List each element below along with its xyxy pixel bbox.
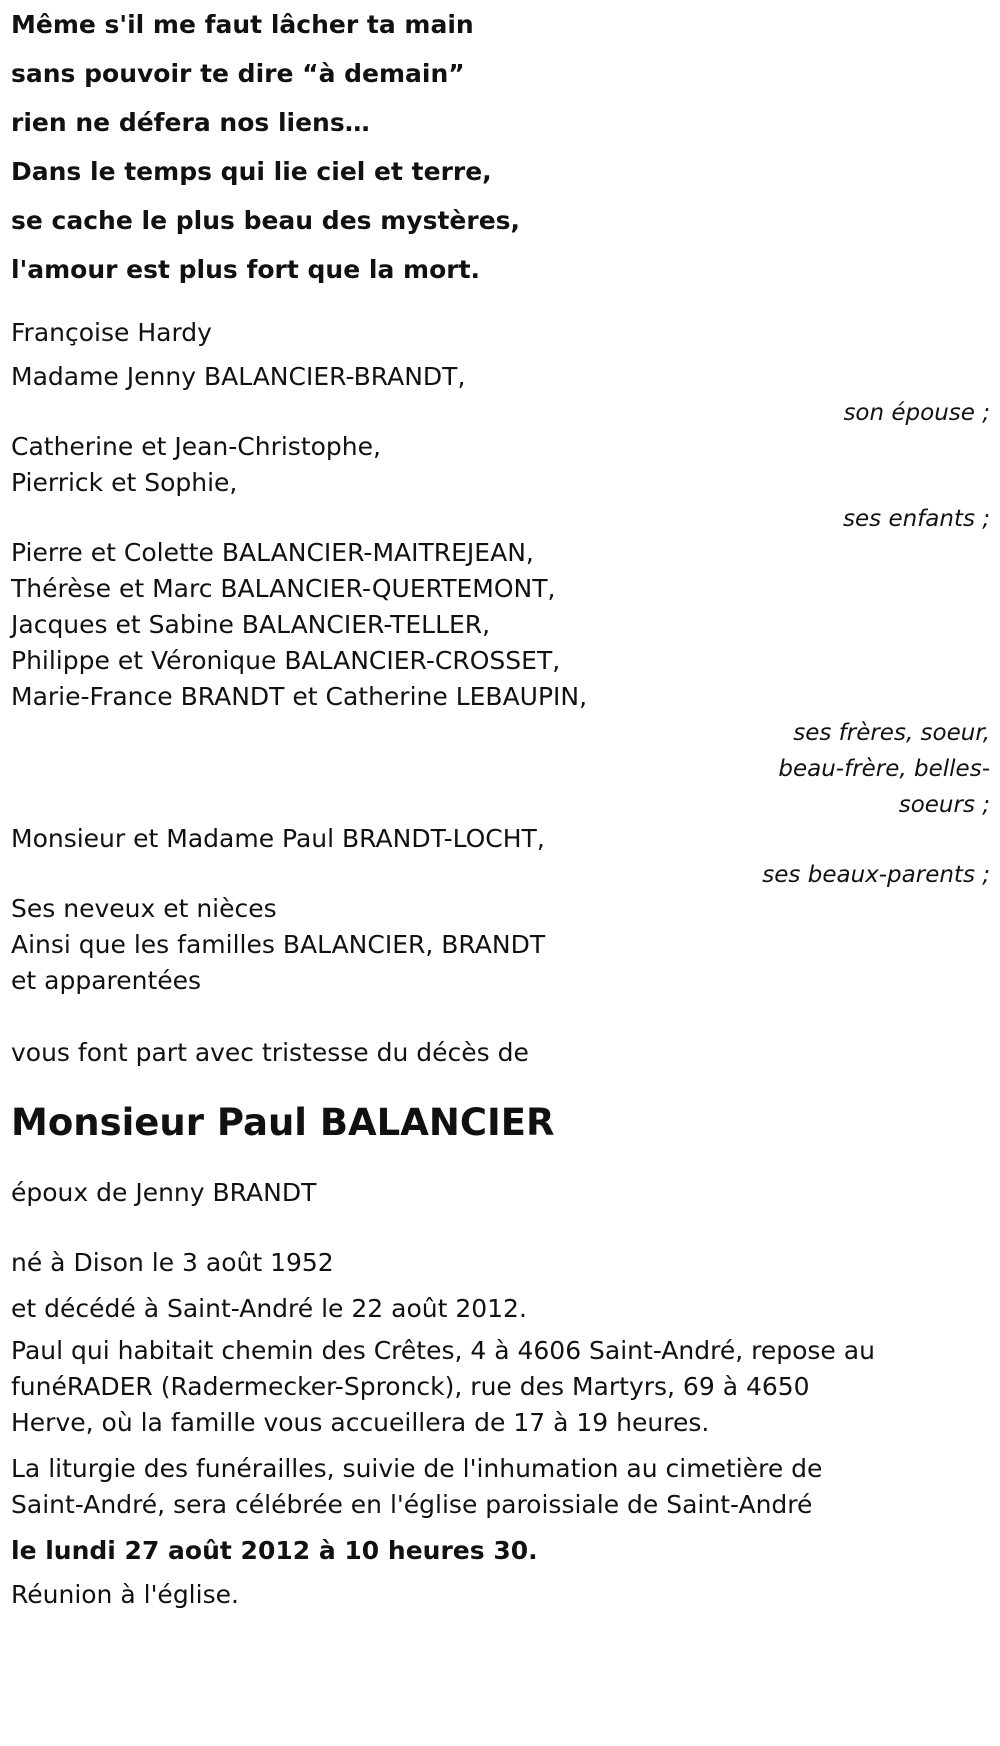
rest-paragraph: Paul qui habitait chemin des Crêtes, 4 à 4606 Saint-André, repose au funéRADER (Radermecker-Spronck), rue des Martyrs, 69 à 4650 Herve, où la famille vous accueillera de 17 à 19 heures. bbox=[11, 1336, 875, 1437]
family-name: et apparentées bbox=[11, 966, 202, 995]
family-relation: ses beaux-parents ; bbox=[762, 862, 990, 888]
family-name: Marie-France BRANDT et Catherine LEBAUPIN, bbox=[11, 682, 588, 711]
poem bbox=[11, 0, 986, 294]
family-group-others bbox=[11, 891, 986, 999]
poem-line: l'amour est plus fort que la mort. bbox=[11, 255, 481, 284]
liturgy-paragraph: La liturgie des funérailles, suivie de l'inhumation au cimetière de Saint-André, sera célébrée en l'église paroissiale de Saint-André bbox=[11, 1454, 823, 1519]
ceremony-date: le lundi 27 août 2012 à 10 heures 30. bbox=[11, 1536, 538, 1565]
poem-author: Françoise Hardy bbox=[11, 318, 212, 347]
family-name: Pierrick et Sophie, bbox=[11, 468, 238, 497]
announcement-text: vous font part avec tristesse du décès de bbox=[11, 1038, 529, 1067]
family-relation: beau-frère, belles- bbox=[778, 756, 990, 782]
family-relation: son épouse ; bbox=[843, 400, 990, 426]
poem-line: rien ne défera nos liens… bbox=[11, 108, 370, 137]
deceased-name: Monsieur Paul BALANCIER bbox=[11, 1101, 555, 1144]
poem-line: sans pouvoir te dire “à demain” bbox=[11, 59, 465, 88]
obituary-document bbox=[11, 0, 990, 1613]
spouse-line: époux de Jenny BRANDT bbox=[11, 1178, 317, 1207]
poem-line: Même s'il me faut lâcher ta main bbox=[11, 10, 474, 39]
family-relation: ses enfants ; bbox=[843, 506, 990, 532]
family-name: Ainsi que les familles BALANCIER, BRANDT bbox=[11, 930, 546, 959]
birth-line: né à Dison le 3 août 1952 bbox=[11, 1248, 334, 1277]
meeting-line: Réunion à l'église. bbox=[11, 1580, 239, 1609]
family-group-children bbox=[11, 429, 990, 537]
poem-line: Dans le temps qui lie ciel et terre, bbox=[11, 157, 492, 186]
family-group-parents-in-law bbox=[11, 821, 990, 893]
death-line: et décédé à Saint-André le 22 août 2012. bbox=[11, 1294, 527, 1323]
family-name: Ses neveux et nièces bbox=[11, 894, 277, 923]
family-name: Monsieur et Madame Paul BRANDT-LOCHT, bbox=[11, 824, 545, 853]
family-name: Philippe et Véronique BALANCIER-CROSSET, bbox=[11, 646, 561, 675]
family-relation: soeurs ; bbox=[898, 792, 990, 818]
family-name: Madame Jenny BALANCIER-BRANDT, bbox=[11, 362, 466, 391]
family-relation: ses frères, soeur, bbox=[793, 720, 990, 746]
family-group-spouse bbox=[11, 359, 990, 431]
family-name: Jacques et Sabine BALANCIER-TELLER, bbox=[11, 610, 491, 639]
family-name: Pierre et Colette BALANCIER-MAITREJEAN, bbox=[11, 538, 534, 567]
family-name: Thérèse et Marc BALANCIER-QUERTEMONT, bbox=[11, 574, 556, 603]
family-name: Catherine et Jean-Christophe, bbox=[11, 432, 381, 461]
poem-line: se cache le plus beau des mystères, bbox=[11, 206, 521, 235]
family-group-siblings bbox=[11, 535, 990, 823]
